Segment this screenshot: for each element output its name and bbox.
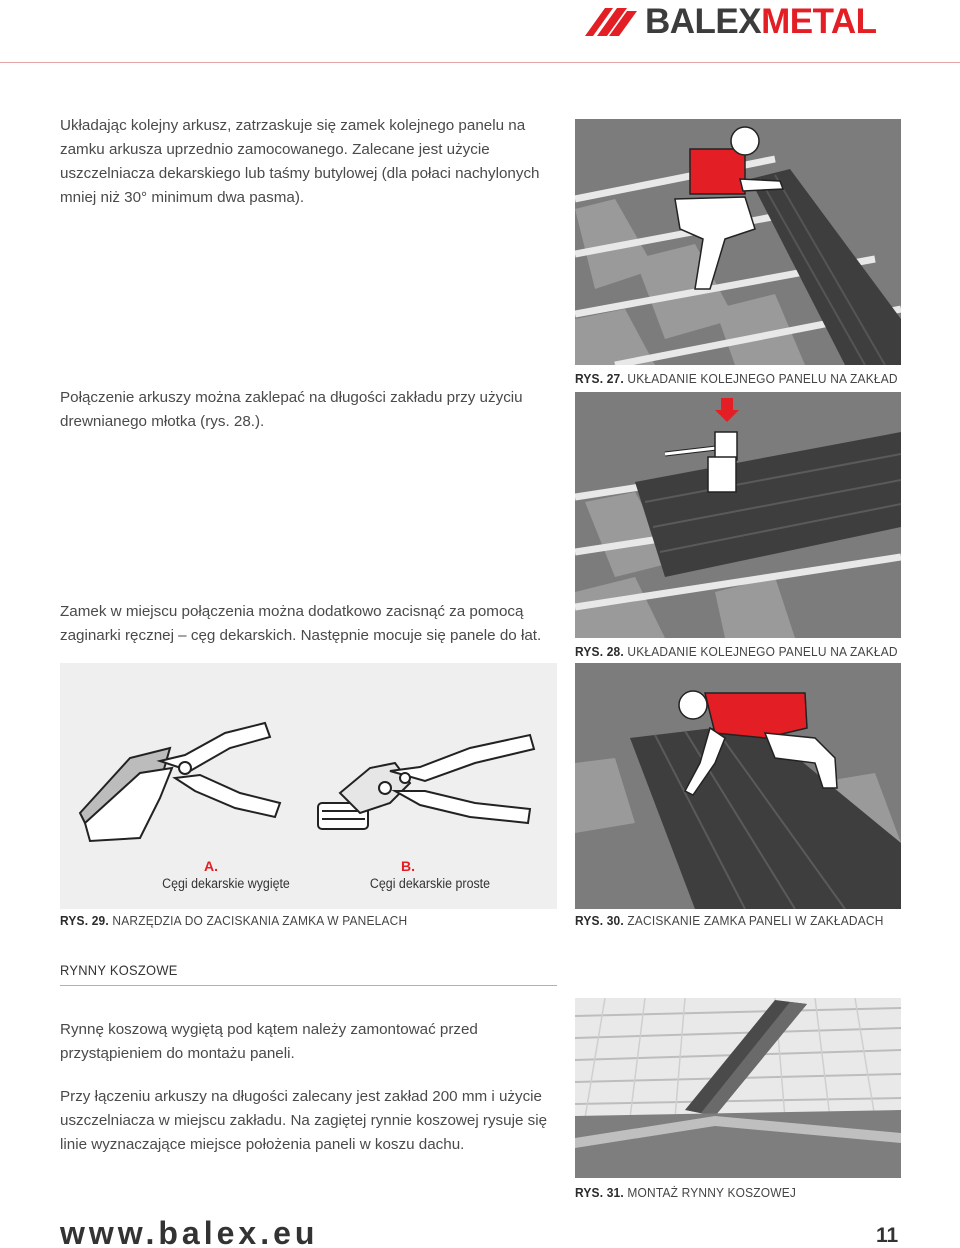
- caption-number: RYS. 28.: [575, 644, 624, 659]
- footer-url[interactable]: www.balex.eu: [60, 1215, 319, 1248]
- caption-number: RYS. 31.: [575, 1185, 624, 1200]
- brand-word-dark: BALEX: [645, 2, 762, 41]
- caption-text: ZACISKANIE ZAMKA PANELI W ZAKŁADACH: [627, 913, 884, 928]
- caption-rys-28: [575, 644, 898, 659]
- caption-rys-27: [575, 371, 898, 386]
- balex-logo-icon: [583, 2, 641, 42]
- pliers-bent-icon: [80, 723, 280, 841]
- brand-name: [645, 2, 877, 42]
- figure-28: [575, 392, 901, 638]
- caption-text: MONTAŻ RYNNY KOSZOWEJ: [627, 1185, 797, 1200]
- header-divider: [0, 62, 960, 63]
- section-divider: [60, 985, 557, 986]
- caption-rys-30: [575, 913, 884, 928]
- caption-rys-29: [60, 913, 407, 928]
- figure-30: [575, 663, 901, 909]
- caption-text: UKŁADANIE KOLEJNEGO PANELU NA ZAKŁAD: [627, 644, 898, 659]
- tool-b-letter: B.: [401, 858, 415, 874]
- tool-a-label: Cęgi dekarskie wygięte: [162, 876, 290, 891]
- paragraph-5: Przy łączeniu arkuszy na długości zalecany jest zakład 200 mm i użycie uszczelniacza w miejscu zakładu. Na zagiętej rynnie koszowej rysuje się linie wyznaczające miejsce położenia paneli w koszu dachu.: [60, 1088, 548, 1153]
- pliers-straight-icon: [318, 735, 534, 829]
- caption-number: RYS. 27.: [575, 371, 624, 386]
- caption-text: NARZĘDZIA DO ZACISKANIA ZAMKA W PANELACH: [112, 913, 408, 928]
- balex-logo: [583, 2, 913, 42]
- tool-a-letter: A.: [204, 858, 218, 874]
- section-title: RYNNY KOSZOWE: [60, 962, 178, 978]
- figure-31: [575, 998, 901, 1178]
- page-number: 11: [876, 1224, 899, 1247]
- caption-rys-31: [575, 1185, 796, 1200]
- caption-number: RYS. 29.: [60, 913, 109, 928]
- brand-word-red: METAL: [761, 2, 877, 41]
- paragraph-1: Układając kolejny arkusz, zatrzaskuje się zamek kolejnego panelu na zamku arkusza uprzednio zamocowanego. Zalecane jest użycie uszczelniacza dekarskiego lub taśmy butylowej (dla połaci nachylonych mniej niż 30° minimum dwa pasma).: [60, 117, 540, 206]
- figure-29: [60, 663, 557, 909]
- caption-text: UKŁADANIE KOLEJNEGO PANELU NA ZAKŁAD: [627, 371, 898, 386]
- tool-b-label: Cęgi dekarskie proste: [369, 876, 491, 891]
- paragraph-2: Połączenie arkuszy można zaklepać na długości zakładu przy użyciu drewnianego młotka (rys. 28.).: [60, 389, 523, 430]
- figure-27: [575, 119, 901, 365]
- paragraph-4: Rynnę koszową wygiętą pod kątem należy zamontować przed przystąpieniem do montażu paneli.: [60, 1021, 478, 1062]
- caption-number: RYS. 30.: [575, 913, 624, 928]
- paragraph-3: Zamek w miejscu połączenia można dodatkowo zacisnąć za pomocą zaginarki ręcznej – cęg dekarskich. Następnie mocuje się panele do łat.: [60, 603, 542, 644]
